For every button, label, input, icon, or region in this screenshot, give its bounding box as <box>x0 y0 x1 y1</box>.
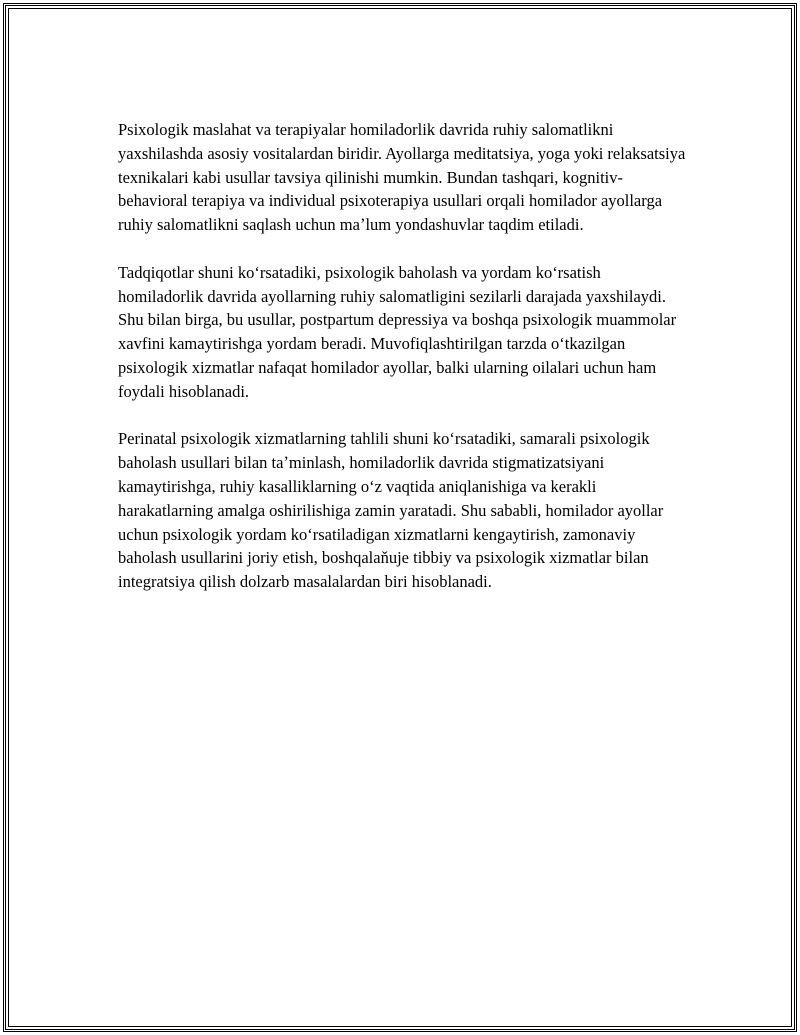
paragraph-3: Perinatal psixologik xizmatlarning tahlili shuni koʻrsatadiki, samarali psixologik baholash usullari bilan taʼminlash, homiladorlik davrida stigmatizatsiyani kamaytirishga, ruhiy kasalliklarning oʻz vaqtida aniqlanishiga va kerakli harakatlarning amalga oshirilishiga zamin yaratadi. Shu sababli, homilador ayollar uchun psixologik yordam koʻrsatiladigan xizmatlarni kengaytirish, zamonaviy baholash usullarini joriy etish, boshqalaňuje tibbiy va psixologik xizmatlar bilan integratsiya qilish dolzarb masalalardan biri hisoblanadi. <box>118 429 664 592</box>
document-body <box>118 118 688 618</box>
paragraph-2: Tadqiqotlar shuni koʻrsatadiki, psixologik baholash va yordam koʻrsatish homiladorlik davrida ayollarning ruhiy salomatligini sezilarli darajada yaxshilaydi. Shu bilan birga, bu usullar, postpartum depressiya va boshqa psixologik muammolar xavfini kamaytirishga yordam beradi. Muvofiqlashtirilgan tarzda oʻtkazilgan psixologik xizmatlar nafaqat homilador ayollar, balki ularning oilalari uchun ham foydali hisoblanadi. <box>118 262 677 401</box>
paragraph-1: Psixologik maslahat va terapiyalar homiladorlik davrida ruhiy salomatlikni yaxshilashda asosiy vositalardan biridir. Ayollarga meditatsiya, yoga yoki relaksatsiya texnikalari kabi usullar tavsiya qilinishi mumkin. Bundan tashqari, kognitiv-behavioral terapiya va individual psixoterapiya usullari orqali homilador ayollarga ruhiy salomatlikni saqlash uchun maʼlum yondashuvlar taqdim etiladi. <box>118 120 686 235</box>
